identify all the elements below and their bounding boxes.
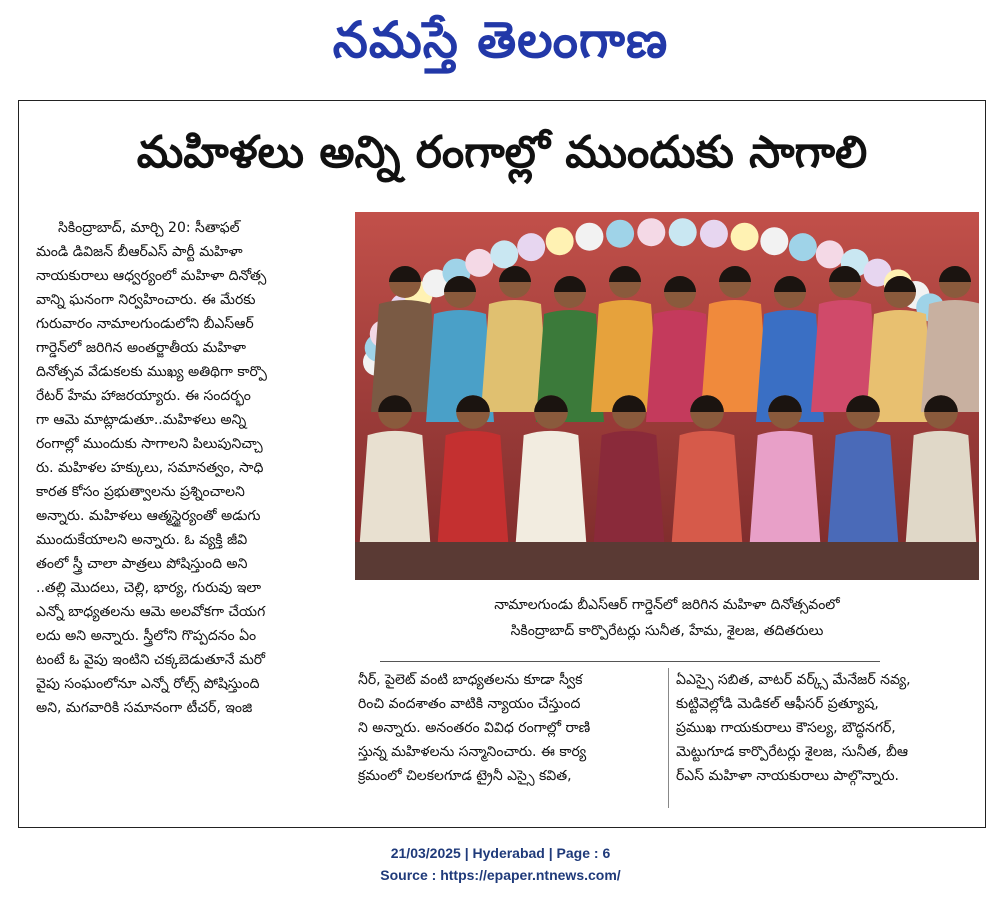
text-line: నాయకురాలు ఆధ్వర్యంలో మహిళా దినోత్స xyxy=(36,268,267,284)
text-line: ఎన్నో బాధ్యతలను ఆమె అలవోకగా చేయగ xyxy=(36,604,266,620)
group-photo-illustration xyxy=(355,212,979,580)
masthead xyxy=(0,0,1001,80)
text-line: రించి వందశాతం వాటికి న్యాయం చేస్తుంద xyxy=(358,696,581,712)
text-line: లదు అని అన్నారు. స్త్రీలోని గొప్పదనం ఏం xyxy=(36,628,257,644)
text-line: టంటే ఓ వైపు ఇంటిని చక్కబెడుతూనే మరో xyxy=(36,652,266,668)
text-line: తంలో స్త్రీ చాలా పాత్రలు పోషిస్తుంది అని xyxy=(36,556,248,572)
person-body xyxy=(593,431,664,549)
text-line: గార్డెన్‌లో జరిగిన అంతర్జాతీయ మహిళా xyxy=(36,340,246,356)
balloon xyxy=(606,220,634,248)
column-rule xyxy=(668,668,669,808)
text-line: ప్రముఖ గాయకురాలు కౌసల్య, బౌద్ధనగర్, xyxy=(676,720,896,736)
article-column-left xyxy=(36,216,340,720)
balloon xyxy=(731,223,759,251)
text-line: ఏఎస్సై సబిత, వాటర్ వర్క్స్ మేనేజర్ నవ్య, xyxy=(676,672,911,688)
footer-source-line: Source : https://epaper.ntnews.com/ xyxy=(380,867,621,883)
balloon xyxy=(700,220,728,248)
person-body xyxy=(905,431,976,549)
footer-date-line: 21/03/2025 | Hyderabad | Page : 6 xyxy=(390,845,611,861)
page-footer xyxy=(0,842,1001,886)
text-line: సికింద్రాబాద్ కార్పొరేటర్లు సునీత, హేమ, శైలజ, తదితరులు xyxy=(510,623,824,639)
text-line: ర్ఎస్ మహిళా నాయకురాలు పాల్గొన్నారు. xyxy=(676,768,899,784)
balloon xyxy=(637,218,665,246)
balloon xyxy=(760,227,788,255)
text-line: కుట్టివెల్లోడి మెడికల్ ఆఫీసర్ ప్రత్యూష, xyxy=(676,696,879,712)
photo-caption xyxy=(355,592,979,644)
article-column-middle xyxy=(358,668,666,788)
text-line: సికింద్రాబాద్, మార్చి 20: సీతాఫల్ xyxy=(58,220,240,236)
balloon xyxy=(517,233,545,261)
text-line: దినోత్సవ వేడుకలకు ముఖ్య అతిథిగా కార్పొ xyxy=(36,364,267,380)
text-line: క్రమంలో చిలకలగూడ ట్రైనీ ఎస్సై కవిత, xyxy=(358,768,572,784)
person-body xyxy=(515,431,586,549)
balloon xyxy=(816,240,844,268)
text-line: గురువారం నామాలగుండులోని బీఎస్ఆర్ xyxy=(36,316,254,332)
text-line: మండి డివిజన్ బీఆర్ఎస్ పార్టీ మహిళా xyxy=(36,244,243,260)
balloon xyxy=(669,218,697,246)
article-headline: మహిళలు అన్ని రంగాల్లో ముందుకు సాగాలి xyxy=(136,127,868,178)
text-line: వాన్ని ఘనంగా నిర్వహించారు. ఈ మేరకు xyxy=(36,292,256,308)
text-line: ముందుకేయాలని అన్నారు. ఓ వ్యక్తి జీవి xyxy=(36,532,248,548)
person-body xyxy=(359,431,430,549)
text-line: గా ఆమె మాట్లాడుతూ..మహిళలు అన్ని xyxy=(36,412,247,428)
balloon xyxy=(575,223,603,251)
text-line: కారత కోసం ప్రభుత్వాలను ప్రశ్నించాలని xyxy=(36,484,245,500)
text-line: రేటర్ హేమ హాజరయ్యారు. ఈ సందర్భం xyxy=(36,388,251,404)
divider xyxy=(380,661,880,662)
person-body xyxy=(671,431,742,549)
newspaper-logo: నమస్తే తెలంగాణ xyxy=(332,11,669,69)
balloon xyxy=(490,240,518,268)
text-line: ..తల్లి మొదలు, చెల్లి, భార్య, గురువు ఇలా xyxy=(36,580,262,596)
text-line: నామాలగుండు బీఎస్ఆర్ గార్డెన్‌లో జరిగిన మహిళా దినోత్సవంలో xyxy=(494,597,840,613)
text-line: మెట్టుగూడ కార్పొరేటర్లు శైలజ, సునీత, బీఆ xyxy=(676,744,909,760)
balloon xyxy=(546,227,574,255)
article-photo xyxy=(355,212,979,580)
text-line: రంగాల్లో ముందుకు సాగాలని పిలుపునిచ్చా xyxy=(36,436,263,452)
text-line: రు. మహిళల హక్కులు, సమానత్వం, సాధి xyxy=(36,460,264,476)
text-line: అన్నారు. మహిళలు ఆత్మస్థైర్యంతో అడుగు xyxy=(36,508,261,524)
text-line: స్తున్న మహిళలను సన్మానించారు. ఈ కార్య xyxy=(358,744,587,760)
text-line: ని అన్నారు. అనంతరం వివిధ రంగాల్లో రాణి xyxy=(358,720,591,736)
person-body xyxy=(827,431,898,549)
person-body xyxy=(749,431,820,549)
article-column-right xyxy=(676,668,980,788)
text-line: అని, మగవారికి సమానంగా టీచర్, ఇంజి xyxy=(36,700,253,716)
text-line: వైపు సంఘంలోనూ ఎన్నో రోల్స్ పోషిస్తుంది xyxy=(36,676,260,692)
text-line: నీర్, పైలెట్ వంటి బాధ్యతలను కూడా స్వీక xyxy=(358,672,583,688)
balloon xyxy=(465,249,493,277)
person-body xyxy=(437,431,508,549)
balloon xyxy=(789,233,817,261)
person-body xyxy=(921,300,979,412)
